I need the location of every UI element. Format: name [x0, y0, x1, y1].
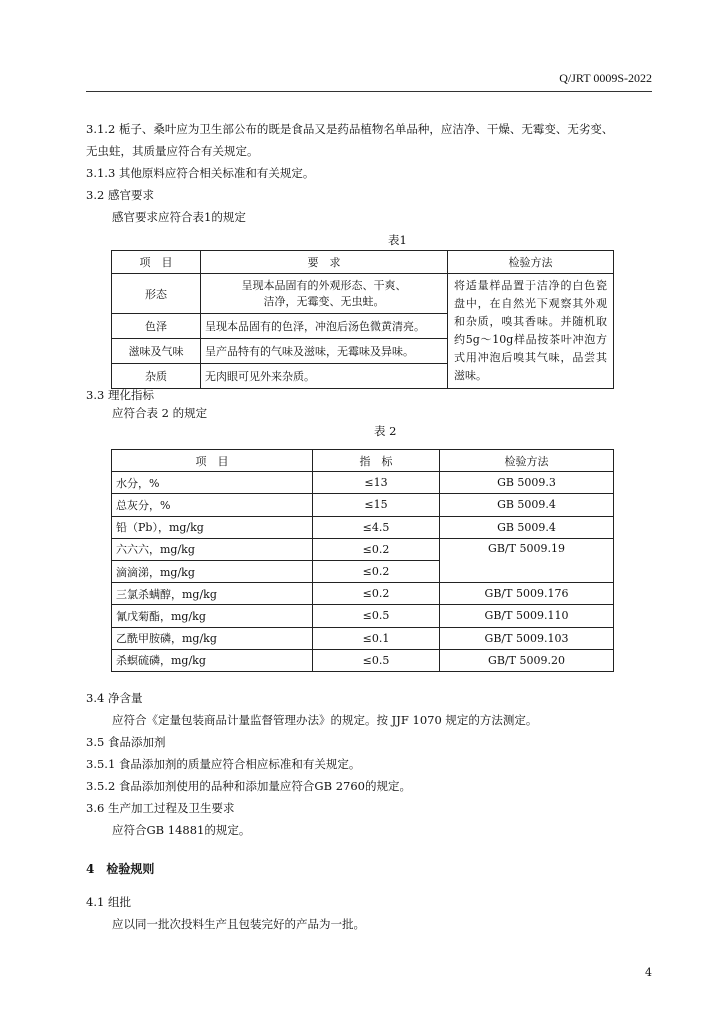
heading-3-3: 3.3 理化指标	[86, 388, 154, 402]
table-cell: ≤0.2	[313, 560, 440, 582]
table-cell: 无肉眼可见外来杂质。	[201, 364, 448, 389]
table-header: 项 目	[112, 251, 201, 274]
table-cell: GB/T 5009.103	[440, 627, 614, 649]
standard-code: Q/JRT 0009S-2022	[559, 71, 652, 85]
table-cell: 总灰分，%	[112, 494, 313, 516]
table-cell: 铅（Pb），mg/kg	[112, 516, 313, 538]
text-3-4: 应符合《定量包装商品计量监督管理办法》的规定。按 JJF 1070 规定的方法测定。	[112, 713, 538, 727]
table-cell: GB 5009.4	[440, 494, 614, 516]
table-header: 检验方法	[448, 251, 614, 274]
table-header: 指 标	[313, 450, 440, 472]
header-rule	[86, 91, 652, 92]
table-cell: 滴滴涕，mg/kg	[112, 560, 313, 582]
table-cell: GB/T 5009.110	[440, 605, 614, 627]
table-cell: GB/T 5009.20	[440, 649, 614, 671]
table-cell: 三氯杀螨醇，mg/kg	[112, 583, 313, 605]
text-3-3: 应符合表 2 的规定	[112, 406, 208, 420]
page-number: 4	[645, 966, 652, 979]
heading-3-6: 3.6 生产加工过程及卫生要求	[86, 801, 235, 815]
table-cell: 水分，%	[112, 472, 313, 494]
heading-4: 4 检验规则	[86, 862, 155, 876]
table-cell: GB 5009.3	[440, 472, 614, 494]
table-header: 项 目	[112, 450, 313, 472]
paragraph-3-5-1: 3.5.1 食品添加剂的质量应符合相应标准和有关规定。	[86, 757, 361, 771]
paragraph-3-1-3: 3.1.3 其他原料应符合相关标准和有关规定。	[86, 166, 315, 180]
table-cell: 形态	[112, 274, 201, 314]
table-cell: GB/T 5009.176	[440, 583, 614, 605]
table-cell: GB 5009.4	[440, 516, 614, 538]
method-cell: 将适量样品置于洁净的白色瓷盘中，在自然光下观察其外观和杂质，嗅其香味。并随机取约5g～10g样品按茶叶冲泡方式用冲泡后嗅其气味，品尝其滋味。	[448, 274, 614, 389]
table-cell: 呈产品特有的气味及滋味，无霉味及异味。	[201, 339, 448, 364]
table-cell: 杂质	[112, 364, 201, 389]
table-row	[112, 649, 614, 671]
text-3-2: 感官要求应符合表1的规定	[112, 210, 246, 224]
sensory-table	[111, 250, 614, 389]
table-cell: 呈现本品固有的外观形态、干爽、 洁净，无霉变、无虫蛀。	[201, 274, 448, 314]
table-cell: 乙酰甲胺磷，mg/kg	[112, 627, 313, 649]
table-cell: 六六六，mg/kg	[112, 538, 313, 560]
table-row	[112, 583, 614, 605]
table2-caption: 表 2	[374, 424, 397, 438]
table-cell: ≤0.1	[313, 627, 440, 649]
table-cell: 呈现本品固有的色泽，冲泡后汤色微黄清亮。	[201, 314, 448, 339]
table-cell: ≤4.5	[313, 516, 440, 538]
table-cell: 氰戊菊酯，mg/kg	[112, 605, 313, 627]
paragraph-3-1-2: 3.1.2 栀子、桑叶应为卫生部公布的既是食品又是药品植物名单品种，应洁净、干燥、无霉变、无劣变、	[86, 122, 614, 136]
heading-4-1: 4.1 组批	[86, 895, 131, 909]
table-cell: ≤0.5	[313, 649, 440, 671]
table-row	[112, 627, 614, 649]
paragraph-3-5-2: 3.5.2 食品添加剂使用的品种和添加量应符合GB 2760的规定。	[86, 779, 411, 793]
table-row	[112, 516, 614, 538]
table-cell: 杀螟硫磷，mg/kg	[112, 649, 313, 671]
table-cell: ≤0.5	[313, 605, 440, 627]
table-row	[112, 538, 614, 560]
table-cell: GB/T 5009.19	[440, 538, 614, 582]
table-cell: ≤0.2	[313, 583, 440, 605]
table-cell: ≤0.2	[313, 538, 440, 560]
table-row	[112, 494, 614, 516]
table-cell: ≤13	[313, 472, 440, 494]
table-cell: ≤15	[313, 494, 440, 516]
physicochemical-table	[111, 449, 614, 672]
table-cell: 滋味及气味	[112, 339, 201, 364]
table-row	[112, 472, 614, 494]
paragraph-3-1-2-cont: 无虫蛀，其质量应符合有关规定。	[86, 144, 259, 158]
heading-3-4: 3.4 净含量	[86, 691, 143, 705]
text-4-1: 应以同一批次投料生产且包装完好的产品为一批。	[112, 917, 365, 931]
table-row	[112, 605, 614, 627]
table-header: 要 求	[201, 251, 448, 274]
table-header: 检验方法	[440, 450, 614, 472]
text-3-6: 应符合GB 14881的规定。	[112, 823, 251, 837]
heading-3-5: 3.5 食品添加剂	[86, 735, 166, 749]
heading-3-2: 3.2 感官要求	[86, 188, 154, 202]
table1-caption: 表1	[388, 233, 407, 247]
table-cell: 色泽	[112, 314, 201, 339]
